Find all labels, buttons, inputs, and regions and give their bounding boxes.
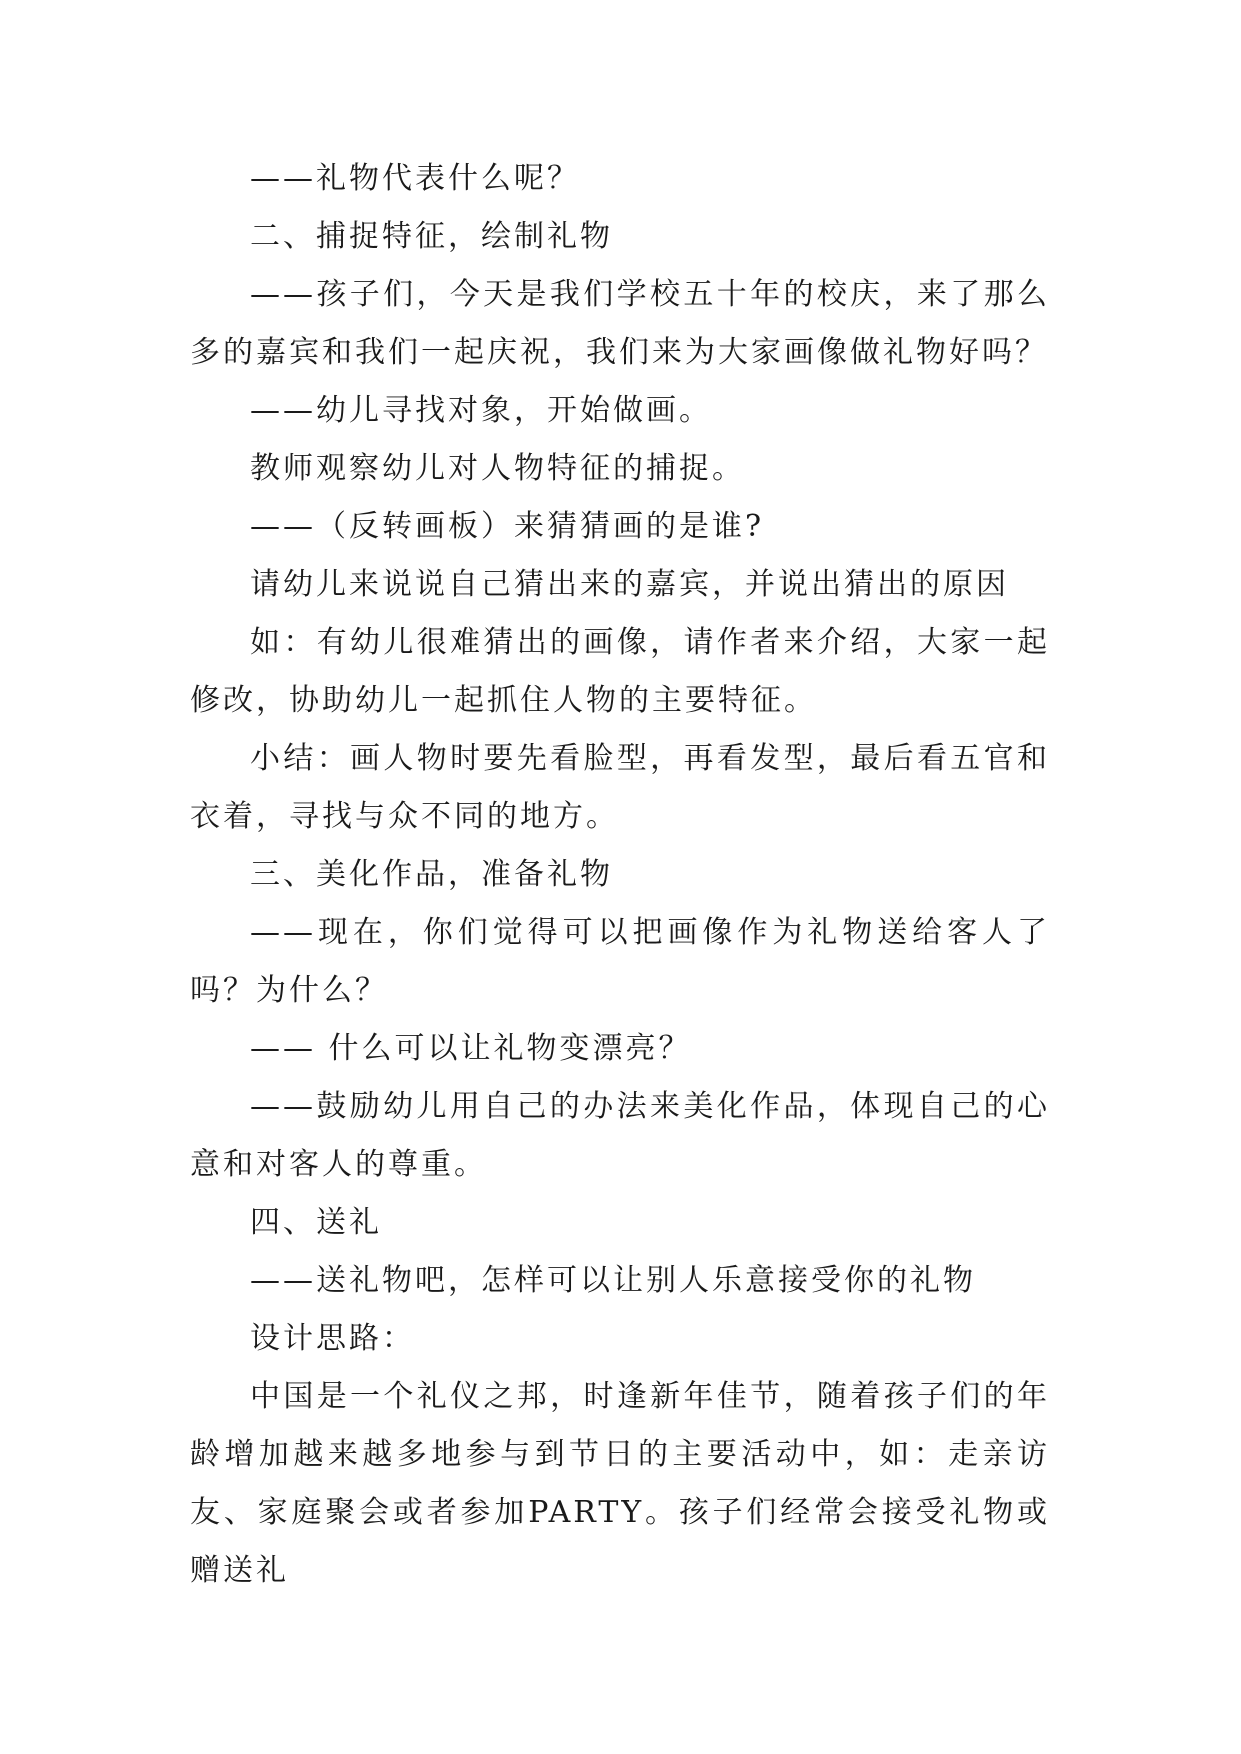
paragraph: 设计思路：	[250, 1321, 415, 1356]
paragraph: ——（反转画板）来猜猜画的是谁?	[250, 509, 765, 544]
paragraph: ——礼物代表什么呢？	[250, 161, 580, 196]
section-heading: 四、送礼	[250, 1205, 382, 1240]
paragraph: ——幼儿寻找对象，开始做画。	[250, 393, 712, 428]
paragraph: ——孩子们，今天是我们学校五十年的校庆，来了那么多的嘉宾和我们一起庆祝，我们来为大家画像做礼物好吗？	[190, 277, 1050, 370]
section-heading: 三、美化作品，准备礼物	[250, 857, 613, 892]
paragraph: ——鼓励幼儿用自己的办法来美化作品，体现自己的心意和对客人的尊重。	[190, 1089, 1050, 1182]
paragraph: ——送礼物吧，怎样可以让别人乐意接受你的礼物	[250, 1263, 976, 1298]
paragraph: —— 什么可以让礼物变漂亮？	[250, 1031, 692, 1066]
paragraph: 教师观察幼儿对人物特征的捕捉。	[250, 451, 745, 486]
section-heading: 二、捕捉特征，绘制礼物	[250, 219, 613, 254]
paragraph: 如：有幼儿很难猜出的画像，请作者来介绍，大家一起修改，协助幼儿一起抓住人物的主要特征。	[190, 625, 1050, 718]
paragraph: ——现在，你们觉得可以把画像作为礼物送给客人了吗？为什么？	[190, 915, 1050, 1008]
paragraph: 小结：画人物时要先看脸型，再看发型，最后看五官和衣着，寻找与众不同的地方。	[190, 741, 1050, 834]
document-body	[190, 150, 1050, 1600]
paragraph: 中国是一个礼仪之邦，时逢新年佳节，随着孩子们的年龄增加越来越多地参与到节日的主要活动中，如：走亲访友、家庭聚会或者参加PARTY。孩子们经常会接受礼物或赠送礼	[190, 1379, 1050, 1588]
paragraph: 请幼儿来说说自己猜出来的嘉宾，并说出猜出的原因	[250, 567, 1009, 602]
